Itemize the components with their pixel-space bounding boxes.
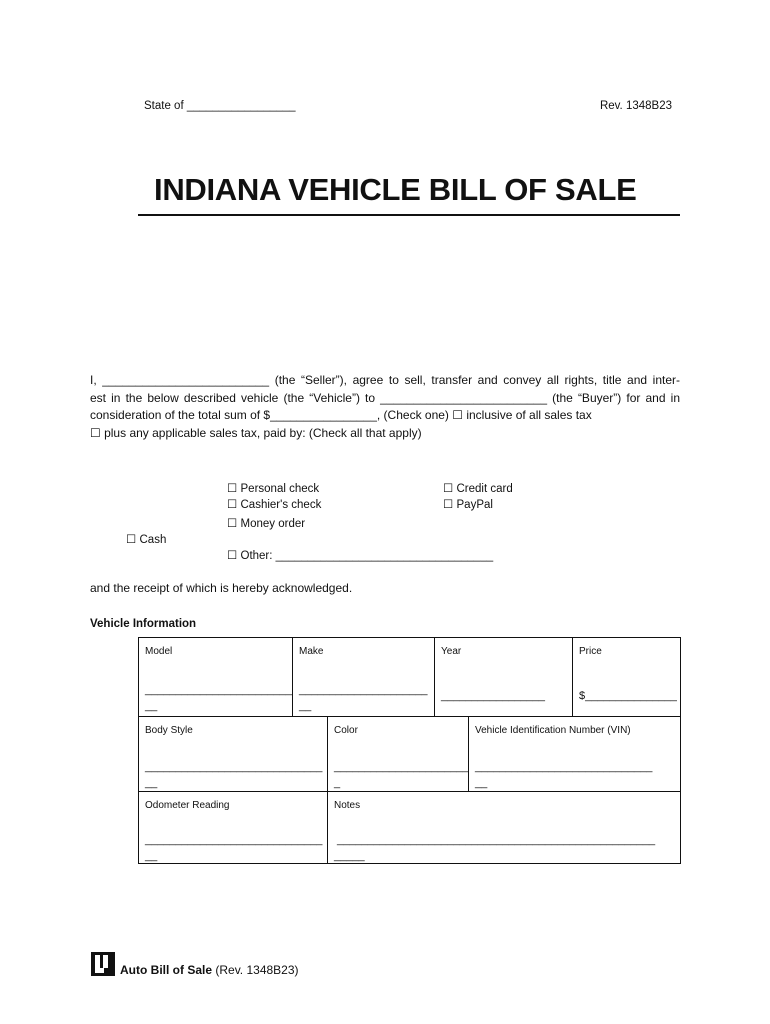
sale-terms-paragraph [90,372,680,442]
make-field[interactable]: _____________________ __ [299,684,428,712]
paragraph-line-1: I, _________________________ (the “Seller”), agree to sell, transfer and convey all rights, title and inter- [90,373,680,387]
paragraph-line-4: ☐ plus any applicable sales tax, paid by: (Check all that apply) [90,425,422,440]
vin-label: Vehicle Identification Number (VIN) [475,725,631,736]
payment-option-paypal[interactable]: ☐ PayPal [443,499,493,511]
year-cell [435,638,573,717]
payment-option-cash[interactable]: ☐ Cash [126,534,167,546]
footer-title: Auto Bill of Sale [120,963,213,977]
model-field[interactable]: ________________________ __ [145,684,292,712]
notes-field[interactable]: ____________________________________________________ _____ [334,834,656,862]
state-of-field: State of _________________ [144,100,296,112]
payment-option-money-order[interactable]: ☐ Money order [227,518,306,530]
paragraph-line-2: est in the below described vehicle (the “Vehicle”) to _________________________ (the “Buyer”) for and in [90,390,680,405]
body-style-cell [139,717,328,792]
make-label: Make [299,646,324,657]
payment-option-cashiers-check[interactable]: ☐ Cashier's check [227,499,322,511]
vehicle-information-table [138,637,681,864]
lawdistrict-logo-icon [91,952,115,976]
price-label: Price [579,646,602,657]
color-label: Color [334,725,358,736]
price-cell [573,638,681,717]
odometer-cell [139,792,328,864]
body-style-label: Body Style [145,725,193,736]
year-label: Year [441,646,462,657]
body-style-field[interactable]: _____________________________ __ [145,761,323,789]
payment-option-other[interactable]: ☐ Other: __________________________________ [227,550,494,562]
receipt-acknowledgement: and the receipt of which is hereby acknowledged. [90,581,353,595]
document-title [138,170,680,216]
model-label: Model [145,646,173,657]
price-field[interactable]: $_______________ [579,690,677,702]
odometer-field[interactable]: _____________________________ __ [145,834,323,862]
footer-label [120,963,299,977]
vehicle-information-heading: Vehicle Information [90,618,197,630]
notes-cell [328,792,681,864]
make-cell [293,638,435,717]
payment-option-credit-card[interactable]: ☐ Credit card [443,483,513,495]
notes-label: Notes [334,800,361,811]
document-title-text: INDIANA VEHICLE BILL OF SALE [154,172,637,207]
revision-label: Rev. 1348B23 [599,100,672,112]
color-cell [328,717,469,792]
model-cell [139,638,293,717]
color-field[interactable]: ______________________ _ [334,761,469,789]
paragraph-line-3: consideration of the total sum of $________________, (Check one) ☐ inclusive of all sales tax [90,408,592,422]
odometer-label: Odometer Reading [145,800,230,811]
footer-revision: (Rev. 1348B23) [215,963,299,977]
vin-field[interactable]: _____________________________ __ [475,761,653,789]
payment-option-personal-check[interactable]: ☐ Personal check [227,483,320,495]
vin-cell [469,717,681,792]
year-field[interactable]: _________________ [441,690,546,702]
